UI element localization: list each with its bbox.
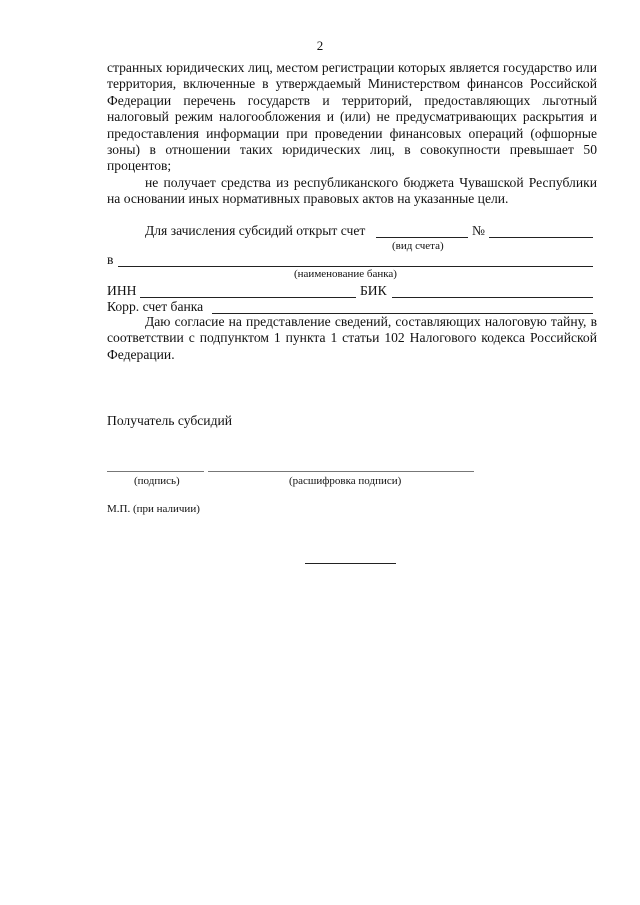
paragraph-offshore: странных юридических лиц, местом регистрации которых является государство или территория, включенные в утверждаемый Министерством финансов Российской Федерации перечень государств и территорий, предоставляющих льготный налоговый режим налогообложения и (или) не предусматривающих раскрытия и предоставления информации при проведении финансовых операций (офшорные зоны) в отношении таких юридических лиц, в совокупности превышает 50 процентов; xyxy=(107,60,597,174)
body-text xyxy=(107,60,597,208)
bank-name-field[interactable] xyxy=(118,266,593,267)
signature-decoding-field[interactable] xyxy=(208,471,474,472)
paragraph-budget: не получает средства из республиканского бюджета Чувашской Республики на основании иных нормативных правовых актов на указанные цели. xyxy=(107,174,597,207)
account-number-field[interactable] xyxy=(489,237,593,238)
corr-account-label: Корр. счет банка xyxy=(107,299,204,314)
bik-field[interactable] xyxy=(392,297,593,298)
account-opened-text: Для зачисления субсидий открыт счет xyxy=(145,223,366,238)
end-separator xyxy=(305,563,396,564)
inn-label: ИНН xyxy=(107,283,137,298)
seal-label: М.П. (при наличии) xyxy=(107,503,200,515)
consent-paragraph: Даю согласие на представление сведений, составляющих налоговую тайну, в соответствии с подпунктом 1 пункта 1 статьи 102 Налогового кодекса Российской Федерации. xyxy=(107,314,597,362)
account-type-hint: (вид счета) xyxy=(392,240,444,252)
inn-field[interactable] xyxy=(140,297,356,298)
signature-decoding-hint: (расшифровка подписи) xyxy=(289,475,402,487)
bank-name-hint: (наименование банка) xyxy=(294,268,397,280)
bik-label: БИК xyxy=(360,283,387,298)
signature-field[interactable] xyxy=(107,471,204,472)
page-number: 2 xyxy=(316,38,324,53)
signature-hint: (подпись) xyxy=(134,475,180,487)
account-number-sign: № xyxy=(472,223,485,238)
bank-in-label: в xyxy=(107,252,114,267)
recipient-label: Получатель субсидий xyxy=(107,413,233,428)
account-type-field[interactable] xyxy=(376,237,468,238)
